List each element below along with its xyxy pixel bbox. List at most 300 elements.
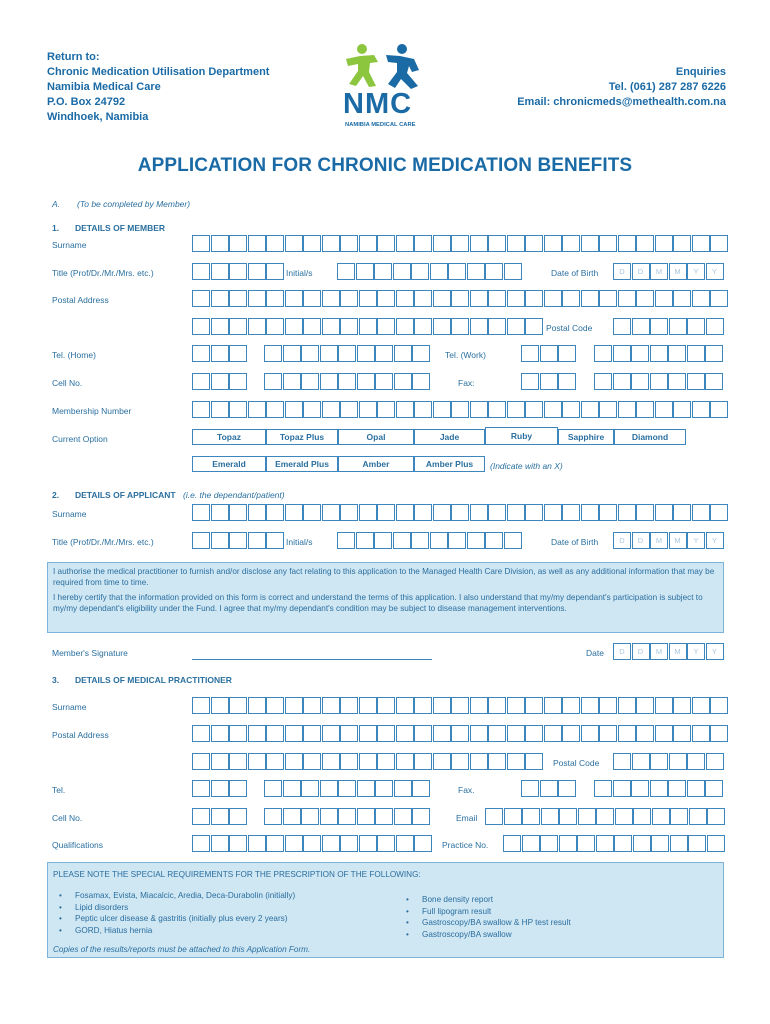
char-box[interactable] — [488, 318, 506, 335]
char-box[interactable] — [433, 318, 451, 335]
char-box[interactable] — [211, 504, 229, 521]
char-box[interactable] — [266, 263, 284, 280]
char-box[interactable] — [451, 697, 469, 714]
practitioner-cell-code-boxes[interactable] — [192, 808, 248, 825]
char-box[interactable] — [359, 290, 377, 307]
fax-code-boxes[interactable] — [521, 373, 577, 390]
char-box[interactable] — [396, 318, 414, 335]
date-box[interactable]: D — [613, 263, 631, 280]
char-box[interactable] — [507, 504, 525, 521]
char-box[interactable] — [396, 235, 414, 252]
char-box[interactable] — [377, 835, 395, 852]
char-box[interactable] — [669, 318, 687, 335]
char-box[interactable] — [340, 753, 358, 770]
char-box[interactable] — [613, 318, 631, 335]
char-box[interactable] — [521, 345, 539, 362]
char-box[interactable] — [613, 753, 631, 770]
char-box[interactable] — [655, 697, 673, 714]
char-box[interactable] — [507, 697, 525, 714]
char-box[interactable] — [687, 345, 705, 362]
member-surname-boxes[interactable] — [192, 235, 729, 252]
char-box[interactable] — [470, 697, 488, 714]
char-box[interactable] — [544, 504, 562, 521]
char-box[interactable] — [394, 780, 412, 797]
char-box[interactable] — [229, 235, 247, 252]
char-box[interactable] — [488, 504, 506, 521]
char-box[interactable] — [448, 263, 466, 280]
char-box[interactable] — [433, 753, 451, 770]
char-box[interactable] — [229, 345, 247, 362]
applicant-initials-boxes[interactable] — [337, 532, 522, 549]
char-box[interactable] — [211, 290, 229, 307]
char-box[interactable] — [264, 808, 282, 825]
char-box[interactable] — [248, 753, 266, 770]
date-box[interactable]: Y — [687, 643, 705, 660]
char-box[interactable] — [613, 373, 631, 390]
char-box[interactable] — [229, 780, 247, 797]
char-box[interactable] — [285, 697, 303, 714]
char-box[interactable] — [396, 504, 414, 521]
char-box[interactable] — [359, 725, 377, 742]
char-box[interactable] — [393, 263, 411, 280]
char-box[interactable] — [650, 373, 668, 390]
char-box[interactable] — [673, 235, 691, 252]
char-box[interactable] — [356, 263, 374, 280]
char-box[interactable] — [618, 290, 636, 307]
char-box[interactable] — [594, 780, 612, 797]
char-box[interactable] — [322, 504, 340, 521]
char-box[interactable] — [211, 318, 229, 335]
char-box[interactable] — [412, 808, 430, 825]
char-box[interactable] — [488, 401, 506, 418]
char-box[interactable] — [285, 235, 303, 252]
char-box[interactable] — [266, 318, 284, 335]
char-box[interactable] — [636, 725, 654, 742]
char-box[interactable] — [558, 780, 576, 797]
char-box[interactable] — [322, 753, 340, 770]
char-box[interactable] — [705, 373, 723, 390]
char-box[interactable] — [192, 753, 210, 770]
char-box[interactable] — [504, 532, 522, 549]
char-box[interactable] — [525, 318, 543, 335]
char-box[interactable] — [340, 401, 358, 418]
date-box[interactable]: D — [613, 643, 631, 660]
char-box[interactable] — [655, 725, 673, 742]
char-box[interactable] — [655, 504, 673, 521]
char-box[interactable] — [340, 725, 358, 742]
char-box[interactable] — [303, 290, 321, 307]
char-box[interactable] — [451, 290, 469, 307]
char-box[interactable] — [692, 504, 710, 521]
char-box[interactable] — [301, 808, 319, 825]
char-box[interactable] — [192, 290, 210, 307]
char-box[interactable] — [322, 235, 340, 252]
char-box[interactable] — [651, 835, 669, 852]
char-box[interactable] — [411, 532, 429, 549]
member-dob-boxes[interactable] — [613, 263, 724, 280]
char-box[interactable] — [338, 345, 356, 362]
char-box[interactable] — [525, 697, 543, 714]
char-box[interactable] — [396, 753, 414, 770]
char-box[interactable] — [559, 835, 577, 852]
option-amber-plus[interactable]: Amber Plus — [414, 456, 485, 472]
char-box[interactable] — [559, 808, 577, 825]
char-box[interactable] — [211, 263, 229, 280]
char-box[interactable] — [581, 504, 599, 521]
char-box[interactable] — [507, 401, 525, 418]
char-box[interactable] — [357, 780, 375, 797]
char-box[interactable] — [562, 235, 580, 252]
char-box[interactable] — [631, 345, 649, 362]
char-box[interactable] — [229, 835, 247, 852]
char-box[interactable] — [393, 532, 411, 549]
char-box[interactable] — [636, 504, 654, 521]
char-box[interactable] — [303, 235, 321, 252]
char-box[interactable] — [320, 808, 338, 825]
char-box[interactable] — [599, 697, 617, 714]
char-box[interactable] — [229, 373, 247, 390]
char-box[interactable] — [396, 401, 414, 418]
option-opal[interactable]: Opal — [338, 429, 414, 445]
char-box[interactable] — [375, 373, 393, 390]
char-box[interactable] — [285, 835, 303, 852]
char-box[interactable] — [631, 780, 649, 797]
char-box[interactable] — [192, 780, 210, 797]
char-box[interactable] — [618, 697, 636, 714]
char-box[interactable] — [377, 725, 395, 742]
char-box[interactable] — [211, 725, 229, 742]
member-postal-address-boxes[interactable] — [192, 290, 729, 307]
char-box[interactable] — [192, 808, 210, 825]
char-box[interactable] — [192, 373, 210, 390]
char-box[interactable] — [673, 290, 691, 307]
char-box[interactable] — [359, 697, 377, 714]
char-box[interactable] — [320, 780, 338, 797]
char-box[interactable] — [433, 290, 451, 307]
practitioner-surname-boxes[interactable] — [192, 697, 729, 714]
char-box[interactable] — [673, 504, 691, 521]
char-box[interactable] — [322, 318, 340, 335]
char-box[interactable] — [229, 290, 247, 307]
option-amber[interactable]: Amber — [338, 456, 414, 472]
option-topaz-plus[interactable]: Topaz Plus — [266, 429, 338, 445]
char-box[interactable] — [229, 532, 247, 549]
practitioner-fax-code-boxes[interactable] — [521, 780, 577, 797]
char-box[interactable] — [211, 780, 229, 797]
practitioner-tel-code-boxes[interactable] — [192, 780, 248, 797]
option-emerald[interactable]: Emerald — [192, 456, 266, 472]
char-box[interactable] — [320, 345, 338, 362]
char-box[interactable] — [211, 697, 229, 714]
char-box[interactable] — [283, 808, 301, 825]
char-box[interactable] — [414, 235, 432, 252]
char-box[interactable] — [338, 808, 356, 825]
char-box[interactable] — [357, 373, 375, 390]
char-box[interactable] — [507, 235, 525, 252]
date-box[interactable]: D — [613, 532, 631, 549]
char-box[interactable] — [211, 835, 229, 852]
char-box[interactable] — [248, 725, 266, 742]
char-box[interactable] — [470, 290, 488, 307]
char-box[interactable] — [266, 835, 284, 852]
char-box[interactable] — [192, 263, 210, 280]
cell-number-boxes[interactable] — [264, 373, 431, 390]
char-box[interactable] — [525, 504, 543, 521]
char-box[interactable] — [668, 780, 686, 797]
char-box[interactable] — [599, 401, 617, 418]
char-box[interactable] — [192, 835, 210, 852]
char-box[interactable] — [544, 235, 562, 252]
date-box[interactable]: D — [632, 532, 650, 549]
char-box[interactable] — [521, 373, 539, 390]
char-box[interactable] — [301, 780, 319, 797]
applicant-dob-boxes[interactable] — [613, 532, 724, 549]
char-box[interactable] — [412, 373, 430, 390]
char-box[interactable] — [266, 753, 284, 770]
char-box[interactable] — [357, 345, 375, 362]
option-sapphire[interactable]: Sapphire — [558, 429, 614, 445]
char-box[interactable] — [507, 725, 525, 742]
char-box[interactable] — [285, 504, 303, 521]
char-box[interactable] — [633, 835, 651, 852]
char-box[interactable] — [283, 780, 301, 797]
membership-number-boxes[interactable] — [192, 401, 729, 418]
char-box[interactable] — [283, 345, 301, 362]
char-box[interactable] — [394, 373, 412, 390]
char-box[interactable] — [322, 697, 340, 714]
option-ruby[interactable]: Ruby — [485, 427, 558, 445]
char-box[interactable] — [433, 697, 451, 714]
char-box[interactable] — [303, 504, 321, 521]
char-box[interactable] — [470, 504, 488, 521]
char-box[interactable] — [636, 697, 654, 714]
char-box[interactable] — [577, 835, 595, 852]
char-box[interactable] — [692, 697, 710, 714]
date-box[interactable]: M — [650, 263, 668, 280]
date-box[interactable]: Y — [687, 532, 705, 549]
char-box[interactable] — [692, 235, 710, 252]
char-box[interactable] — [525, 290, 543, 307]
char-box[interactable] — [264, 373, 282, 390]
char-box[interactable] — [283, 373, 301, 390]
char-box[interactable] — [581, 697, 599, 714]
char-box[interactable] — [613, 780, 631, 797]
char-box[interactable] — [670, 808, 688, 825]
char-box[interactable] — [229, 401, 247, 418]
char-box[interactable] — [248, 263, 266, 280]
char-box[interactable] — [414, 725, 432, 742]
char-box[interactable] — [414, 835, 432, 852]
char-box[interactable] — [337, 263, 355, 280]
char-box[interactable] — [451, 504, 469, 521]
char-box[interactable] — [211, 235, 229, 252]
char-box[interactable] — [613, 345, 631, 362]
char-box[interactable] — [359, 835, 377, 852]
char-box[interactable] — [467, 532, 485, 549]
char-box[interactable] — [285, 753, 303, 770]
char-box[interactable] — [470, 753, 488, 770]
char-box[interactable] — [687, 373, 705, 390]
char-box[interactable] — [340, 697, 358, 714]
char-box[interactable] — [266, 290, 284, 307]
char-box[interactable] — [248, 235, 266, 252]
cell-code-boxes[interactable] — [192, 373, 248, 390]
member-postal-address-boxes-2[interactable] — [192, 318, 544, 335]
char-box[interactable] — [507, 290, 525, 307]
char-box[interactable] — [377, 697, 395, 714]
char-box[interactable] — [650, 780, 668, 797]
char-box[interactable] — [430, 263, 448, 280]
char-box[interactable] — [285, 290, 303, 307]
char-box[interactable] — [655, 290, 673, 307]
char-box[interactable] — [525, 401, 543, 418]
char-box[interactable] — [650, 345, 668, 362]
char-box[interactable] — [229, 753, 247, 770]
practitioner-tel-number-boxes[interactable] — [264, 780, 431, 797]
date-box[interactable]: Y — [706, 643, 724, 660]
char-box[interactable] — [558, 345, 576, 362]
char-box[interactable] — [558, 373, 576, 390]
char-box[interactable] — [673, 725, 691, 742]
char-box[interactable] — [337, 532, 355, 549]
char-box[interactable] — [266, 504, 284, 521]
char-box[interactable] — [706, 753, 724, 770]
char-box[interactable] — [705, 345, 723, 362]
option-jade[interactable]: Jade — [414, 429, 485, 445]
char-box[interactable] — [668, 345, 686, 362]
option-diamond[interactable]: Diamond — [614, 429, 686, 445]
char-box[interactable] — [687, 780, 705, 797]
char-box[interactable] — [266, 235, 284, 252]
char-box[interactable] — [504, 263, 522, 280]
char-box[interactable] — [303, 835, 321, 852]
char-box[interactable] — [581, 235, 599, 252]
char-box[interactable] — [562, 504, 580, 521]
char-box[interactable] — [451, 753, 469, 770]
char-box[interactable] — [340, 504, 358, 521]
char-box[interactable] — [229, 263, 247, 280]
char-box[interactable] — [710, 697, 728, 714]
char-box[interactable] — [540, 373, 558, 390]
char-box[interactable] — [266, 697, 284, 714]
char-box[interactable] — [562, 697, 580, 714]
char-box[interactable] — [673, 697, 691, 714]
date-box[interactable]: D — [632, 263, 650, 280]
char-box[interactable] — [377, 290, 395, 307]
char-box[interactable] — [467, 263, 485, 280]
date-box[interactable]: M — [669, 263, 687, 280]
char-box[interactable] — [322, 835, 340, 852]
char-box[interactable] — [485, 808, 503, 825]
char-box[interactable] — [485, 532, 503, 549]
applicant-surname-boxes[interactable] — [192, 504, 729, 521]
char-box[interactable] — [650, 318, 668, 335]
char-box[interactable] — [615, 808, 633, 825]
char-box[interactable] — [374, 263, 392, 280]
char-box[interactable] — [266, 725, 284, 742]
char-box[interactable] — [322, 401, 340, 418]
char-box[interactable] — [507, 753, 525, 770]
char-box[interactable] — [377, 318, 395, 335]
date-box[interactable]: M — [669, 643, 687, 660]
char-box[interactable] — [525, 753, 543, 770]
char-box[interactable] — [375, 808, 393, 825]
char-box[interactable] — [430, 532, 448, 549]
char-box[interactable] — [596, 808, 614, 825]
char-box[interactable] — [229, 725, 247, 742]
tel-work-number-boxes[interactable] — [594, 345, 724, 362]
char-box[interactable] — [340, 835, 358, 852]
practitioner-postal-code-boxes[interactable] — [613, 753, 724, 770]
char-box[interactable] — [581, 290, 599, 307]
char-box[interactable] — [301, 345, 319, 362]
char-box[interactable] — [248, 318, 266, 335]
char-box[interactable] — [377, 753, 395, 770]
char-box[interactable] — [448, 532, 466, 549]
char-box[interactable] — [636, 235, 654, 252]
char-box[interactable] — [414, 401, 432, 418]
char-box[interactable] — [488, 235, 506, 252]
char-box[interactable] — [470, 725, 488, 742]
date-box[interactable]: Y — [687, 263, 705, 280]
char-box[interactable] — [357, 808, 375, 825]
char-box[interactable] — [266, 532, 284, 549]
date-box[interactable]: Y — [706, 263, 724, 280]
char-box[interactable] — [618, 725, 636, 742]
char-box[interactable] — [414, 318, 432, 335]
char-box[interactable] — [211, 373, 229, 390]
char-box[interactable] — [504, 808, 522, 825]
char-box[interactable] — [540, 835, 558, 852]
practitioner-postal-boxes-2[interactable] — [192, 753, 544, 770]
char-box[interactable] — [488, 697, 506, 714]
char-box[interactable] — [264, 780, 282, 797]
char-box[interactable] — [687, 753, 705, 770]
char-box[interactable] — [562, 725, 580, 742]
char-box[interactable] — [374, 532, 392, 549]
char-box[interactable] — [707, 835, 725, 852]
char-box[interactable] — [377, 401, 395, 418]
char-box[interactable] — [211, 401, 229, 418]
date-box[interactable]: M — [669, 532, 687, 549]
char-box[interactable] — [544, 725, 562, 742]
char-box[interactable] — [211, 532, 229, 549]
char-box[interactable] — [414, 290, 432, 307]
char-box[interactable] — [340, 235, 358, 252]
option-emerald-plus[interactable]: Emerald Plus — [266, 456, 338, 472]
char-box[interactable] — [396, 697, 414, 714]
fax-number-boxes[interactable] — [594, 373, 724, 390]
char-box[interactable] — [710, 725, 728, 742]
char-box[interactable] — [433, 235, 451, 252]
char-box[interactable] — [396, 835, 414, 852]
char-box[interactable] — [544, 290, 562, 307]
char-box[interactable] — [544, 697, 562, 714]
char-box[interactable] — [248, 697, 266, 714]
char-box[interactable] — [599, 725, 617, 742]
practitioner-email-boxes[interactable] — [485, 808, 726, 825]
char-box[interactable] — [359, 753, 377, 770]
char-box[interactable] — [710, 290, 728, 307]
char-box[interactable] — [414, 753, 432, 770]
char-box[interactable] — [285, 318, 303, 335]
char-box[interactable] — [614, 835, 632, 852]
char-box[interactable] — [301, 373, 319, 390]
char-box[interactable] — [433, 725, 451, 742]
char-box[interactable] — [470, 318, 488, 335]
char-box[interactable] — [594, 373, 612, 390]
char-box[interactable] — [359, 401, 377, 418]
